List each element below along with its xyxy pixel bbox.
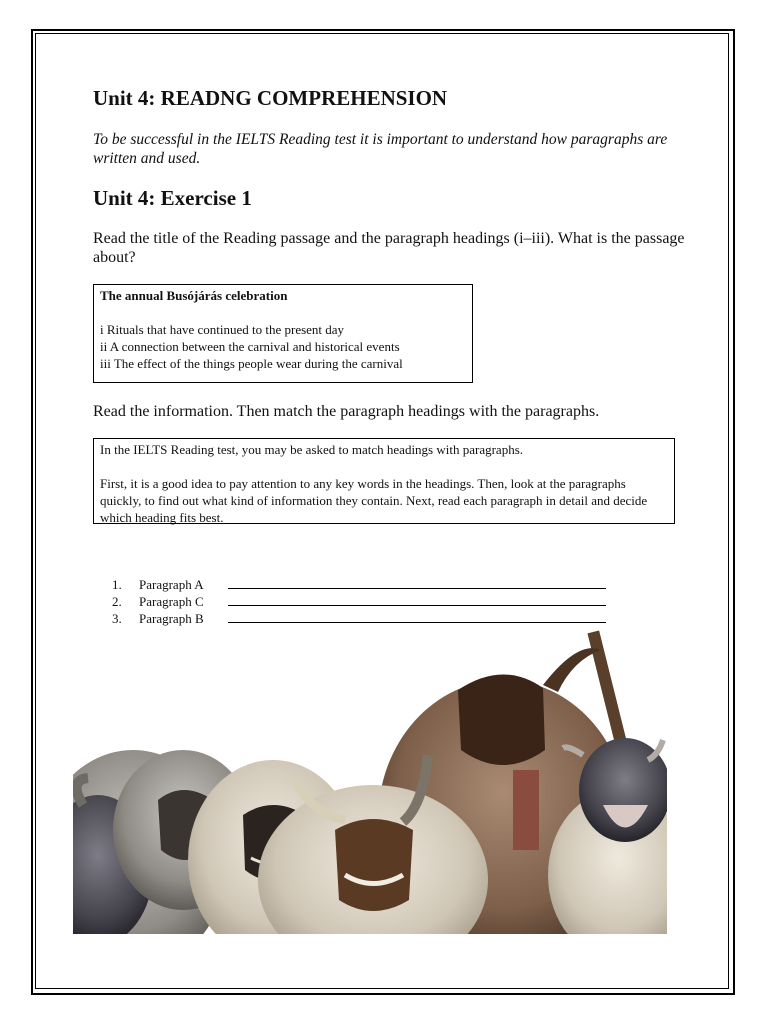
instruction-2: Read the information. Then match the paragraph headings with the paragraphs. — [93, 403, 600, 420]
answer-number: 2. — [112, 594, 122, 609]
answer-label: Paragraph A — [139, 577, 204, 592]
exercise-heading: Unit 4: Exercise 1 — [93, 186, 252, 210]
instruction-1: Read the title of the Reading passage and the paragraph headings (i–iii). What is the passage about? — [93, 230, 685, 266]
info-paragraph: In the IELTS Reading test, you may be asked to match headings with paragraphs. — [100, 442, 524, 457]
answer-number: 3. — [112, 611, 122, 626]
heading-item: i Rituals that have continued to the present day — [100, 322, 345, 337]
passage-title: The annual Busójárás celebration — [100, 288, 288, 303]
answer-blank[interactable] — [228, 576, 606, 589]
headings-box — [93, 284, 473, 383]
answer-label: Paragraph C — [139, 594, 204, 609]
answer-number: 1. — [112, 577, 122, 592]
intro-text: To be successful in the IELTS Reading test it is important to understand how paragraphs are written and used. — [93, 131, 668, 167]
busojaras-masks-photo — [73, 630, 667, 934]
answer-blank[interactable] — [228, 610, 606, 623]
unit-heading: Unit 4: READNG COMPREHENSION — [93, 86, 448, 110]
answer-row — [112, 576, 606, 593]
answer-blank[interactable] — [228, 593, 606, 606]
answer-row — [112, 610, 606, 627]
answer-list — [112, 576, 606, 627]
answer-row — [112, 593, 606, 610]
info-paragraph: First, it is a good idea to pay attention to any key words in the headings. Then, look at the paragraphs quickly, to find out what kind of information they contain. Next, read each paragraph in detail and decide which heading fits best. — [100, 476, 648, 525]
heading-item: iii The effect of the things people wear during the carnival — [100, 356, 403, 371]
heading-item: ii A connection between the carnival and historical events — [100, 339, 400, 354]
answer-label: Paragraph B — [139, 611, 204, 626]
info-box — [93, 438, 675, 524]
